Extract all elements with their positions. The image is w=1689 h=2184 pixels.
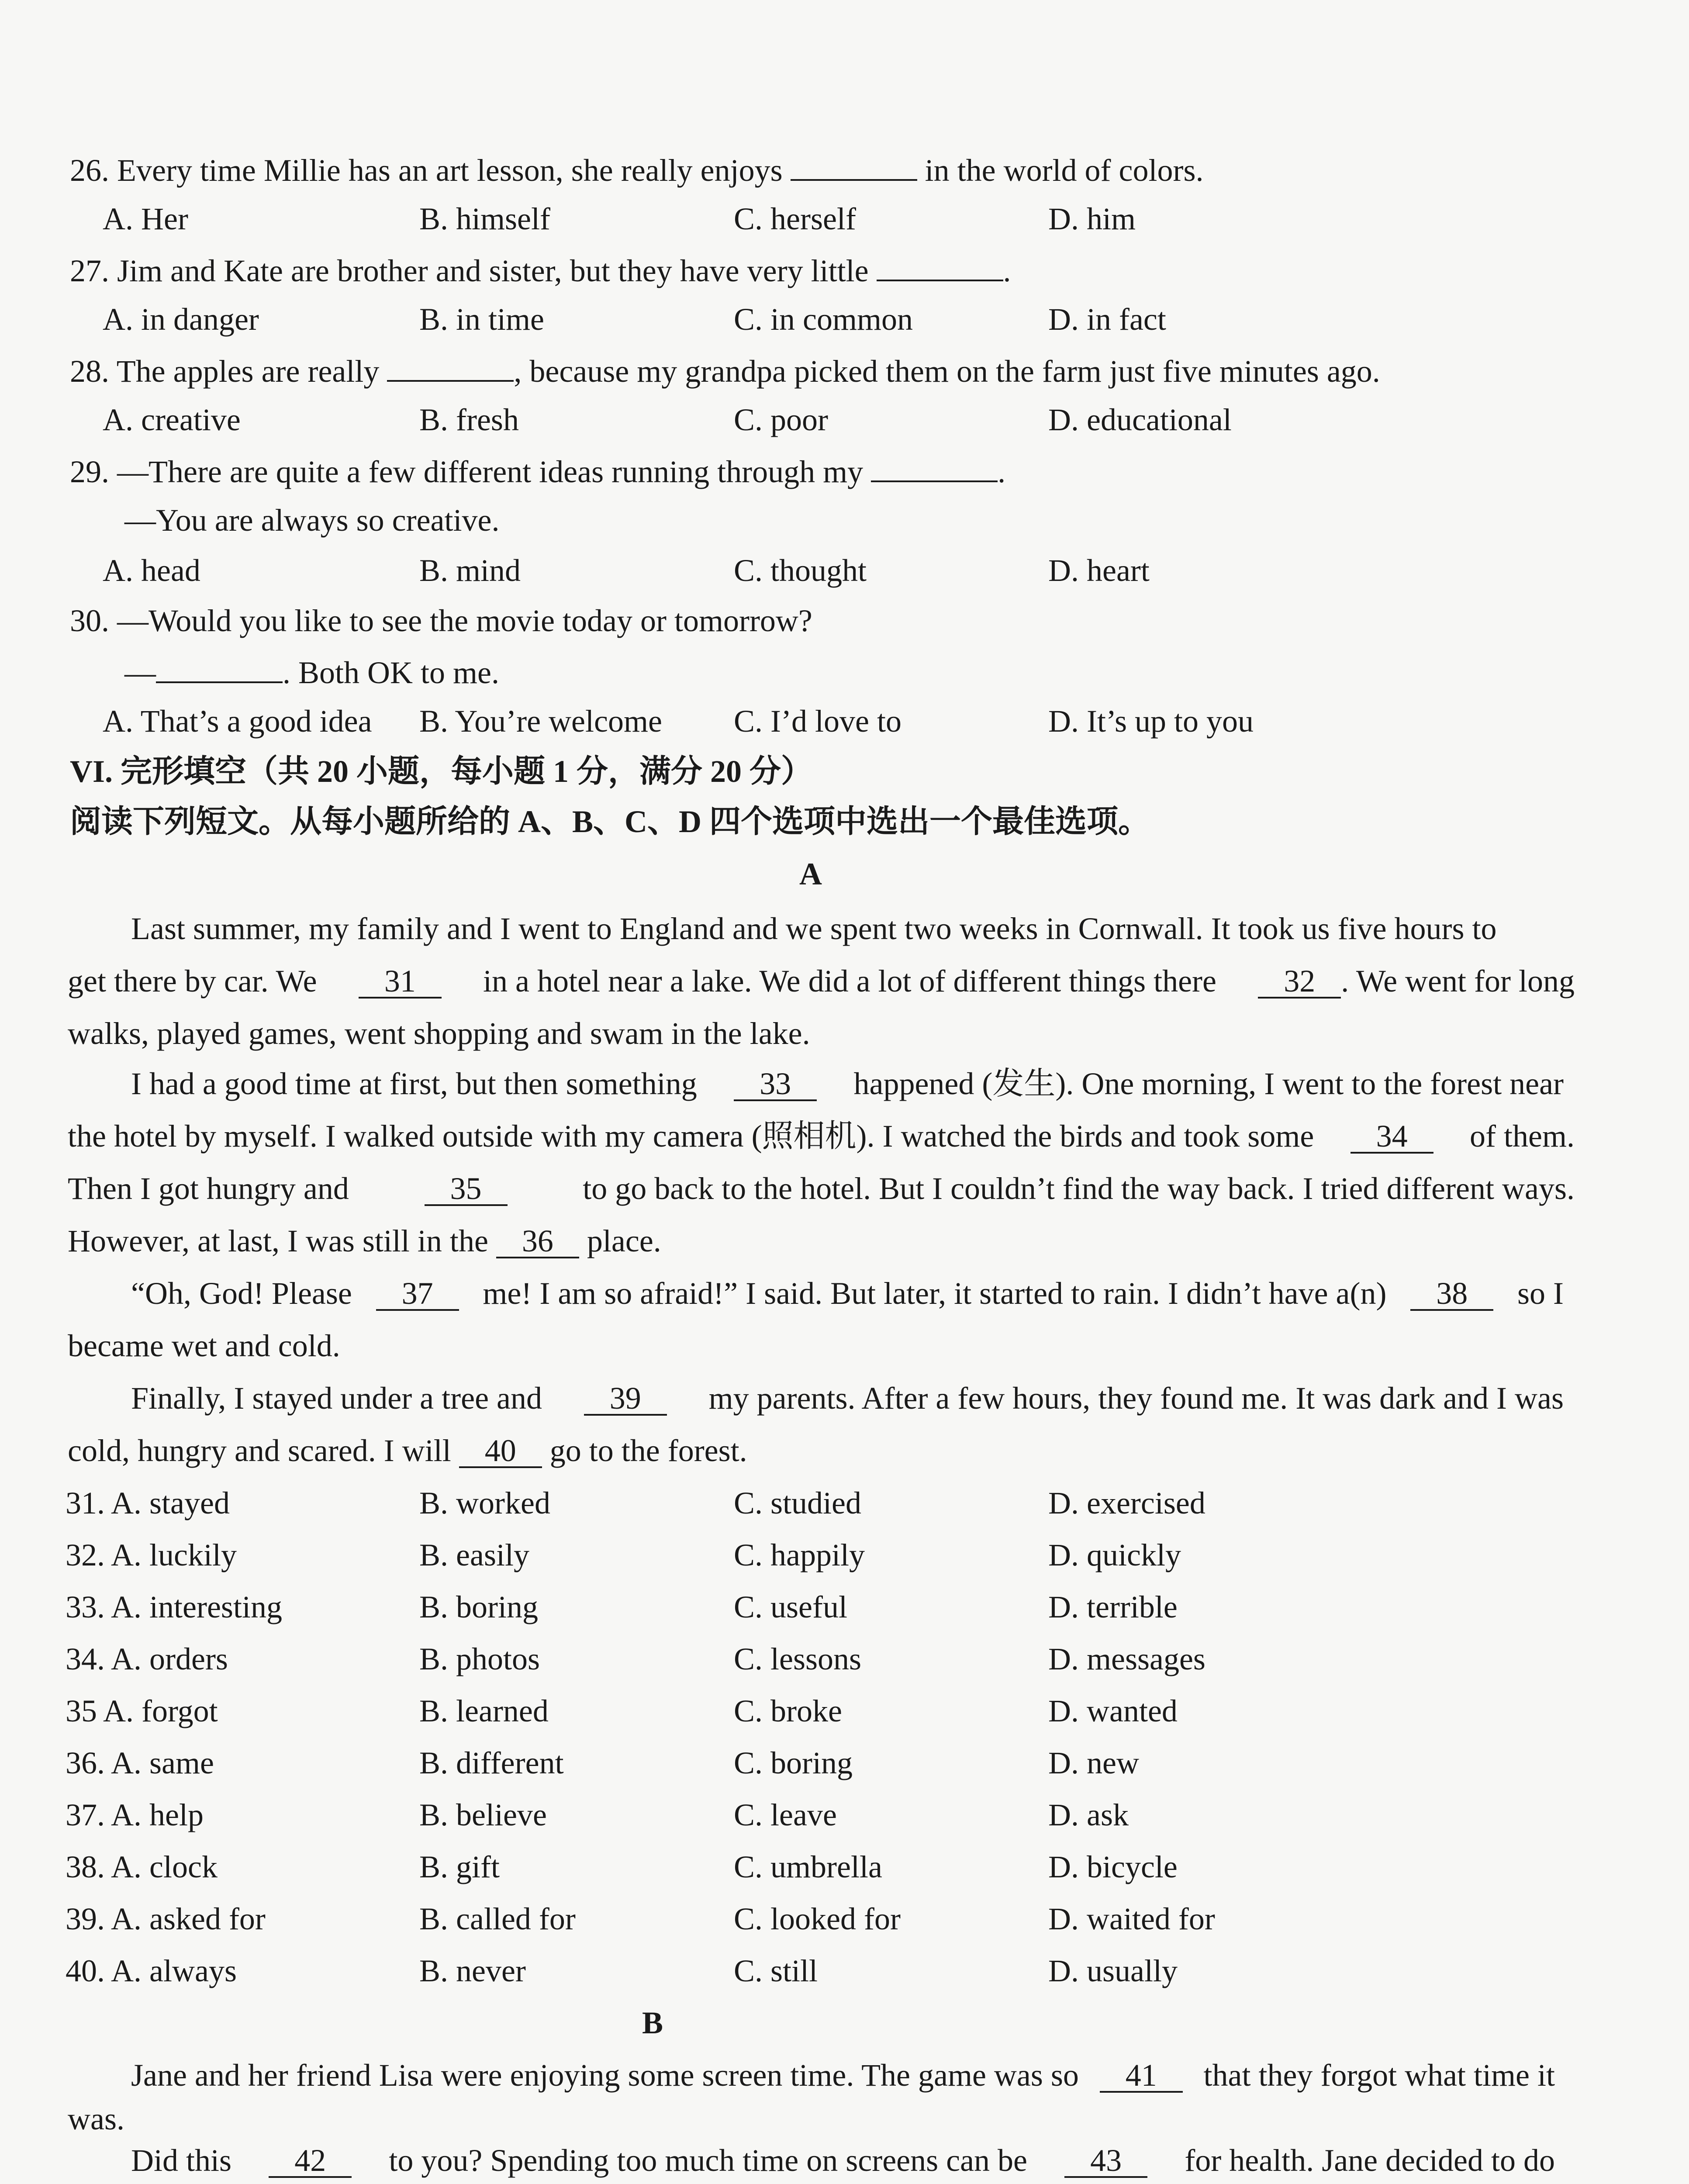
cloze-option: D. new xyxy=(1048,1745,1139,1780)
option-b: B. mind xyxy=(419,553,521,588)
cloze-option: D. ask xyxy=(1048,1797,1129,1832)
option-c: C. thought xyxy=(734,553,867,588)
text: Finally, I stayed under a tree and xyxy=(131,1381,542,1416)
cloze-option: 39. A. asked for xyxy=(66,1901,266,1936)
answer-blank xyxy=(871,454,998,482)
text: in a hotel near a lake. We did a lot of different things there xyxy=(483,964,1216,999)
option-d: D. in fact xyxy=(1048,302,1166,337)
question-number: 26. xyxy=(70,153,109,188)
passage-a-line: became wet and cold. xyxy=(68,1328,340,1363)
cloze-option: D. quickly xyxy=(1048,1538,1181,1572)
cloze-option: 36. A. same xyxy=(66,1745,214,1780)
question-stem-end: . xyxy=(1003,253,1011,288)
answer-blank xyxy=(877,253,1003,281)
answer-blank xyxy=(387,354,514,382)
blank-37: 37 xyxy=(376,1278,459,1311)
cloze-option: D. bicycle xyxy=(1048,1849,1178,1884)
cloze-option: C. boring xyxy=(734,1745,853,1780)
cloze-option: B. different xyxy=(419,1745,564,1780)
dash: — xyxy=(124,655,156,690)
text: Did this xyxy=(131,2143,232,2178)
question-number: 27. xyxy=(70,253,109,288)
cloze-option: 31. A. stayed xyxy=(66,1486,230,1521)
question-27 xyxy=(70,253,1011,287)
option-b: B. You’re welcome xyxy=(419,704,662,739)
question-stem: —Would you like to see the movie today or tomorrow? xyxy=(117,603,812,638)
cloze-option: C. looked for xyxy=(734,1901,901,1936)
option-b: B. in time xyxy=(419,302,544,337)
cloze-option: 38. A. clock xyxy=(66,1849,218,1884)
blank-35: 35 xyxy=(425,1173,508,1206)
question-30 xyxy=(70,605,812,636)
blank-32: 32 xyxy=(1258,965,1341,999)
text: However, at last, I was still in the xyxy=(68,1223,488,1258)
cloze-option: 35 A. forgot xyxy=(66,1693,218,1728)
cloze-option: D. waited for xyxy=(1048,1901,1215,1936)
cloze-option: 37. A. help xyxy=(66,1797,204,1832)
cloze-option: B. never xyxy=(419,1953,526,1988)
answer-blank xyxy=(156,655,283,683)
cloze-option: 33. A. interesting xyxy=(66,1590,282,1624)
text: so I xyxy=(1517,1276,1564,1311)
text: me! I am so afraid!” I said. But later, it started to rain. I didn’t have a(n) xyxy=(483,1276,1387,1311)
question-stem: Jim and Kate are brother and sister, but they have very little xyxy=(117,253,869,288)
option-c: C. herself xyxy=(734,201,856,236)
question-30-reply xyxy=(124,655,499,688)
cloze-option: C. lessons xyxy=(734,1641,862,1676)
text: Jane and her friend Lisa were enjoying some screen time. The game was so xyxy=(131,2058,1079,2093)
blank-42: 42 xyxy=(269,2145,352,2178)
text: to go back to the hotel. But I couldn’t find the way back. I tried different ways. xyxy=(583,1171,1575,1206)
cloze-option: C. broke xyxy=(734,1693,842,1728)
cloze-option: B. boring xyxy=(419,1590,539,1624)
cloze-option: B. gift xyxy=(419,1849,500,1884)
question-number: 29. xyxy=(70,454,109,489)
passage-a-line xyxy=(131,1068,1564,1101)
cloze-option: C. leave xyxy=(734,1797,837,1832)
question-29-reply: —You are always so creative. xyxy=(124,503,500,538)
text: “Oh, God! Please xyxy=(131,1276,352,1311)
cloze-option: C. umbrella xyxy=(734,1849,882,1884)
text: Then I got hungry and xyxy=(68,1171,349,1206)
question-26 xyxy=(70,153,1203,186)
cloze-option: B. learned xyxy=(419,1693,549,1728)
cloze-option: D. terrible xyxy=(1048,1590,1178,1624)
text: cold, hungry and scared. I will xyxy=(68,1433,451,1468)
cloze-option: B. believe xyxy=(419,1797,547,1832)
text: that they forgot what time it xyxy=(1203,2058,1555,2093)
passage-a-line xyxy=(68,1225,661,1258)
cloze-option: B. easily xyxy=(419,1538,529,1572)
question-number: 30. xyxy=(70,603,109,638)
text: place. xyxy=(587,1223,661,1258)
text: to you? Spending too much time on screens can be xyxy=(389,2143,1027,2178)
question-stem: —There are quite a few different ideas running through my xyxy=(117,454,863,489)
cloze-option: B. photos xyxy=(419,1641,540,1676)
cloze-option: D. exercised xyxy=(1048,1486,1205,1521)
blank-34: 34 xyxy=(1351,1120,1433,1154)
option-d: D. It’s up to you xyxy=(1048,704,1254,739)
text: my parents. After a few hours, they found me. It was dark and I was xyxy=(708,1381,1564,1416)
option-c: C. I’d love to xyxy=(734,704,901,739)
question-stem-end: in the world of colors. xyxy=(925,153,1204,188)
text: I had a good time at first, but then something xyxy=(131,1066,697,1101)
section-title: VI. 完形填空（共 20 小题，每小题 1 分，满分 20 分） xyxy=(70,754,813,789)
option-d: D. educational xyxy=(1048,402,1232,437)
option-a: A. That’s a good idea xyxy=(103,704,372,739)
blank-41: 41 xyxy=(1100,2060,1183,2093)
blank-33: 33 xyxy=(734,1068,817,1101)
cloze-option: 40. A. always xyxy=(66,1953,237,1988)
cloze-option: D. wanted xyxy=(1048,1693,1178,1728)
cloze-option: D. messages xyxy=(1048,1641,1205,1676)
text: go to the forest. xyxy=(549,1433,747,1468)
blank-39: 39 xyxy=(584,1382,667,1416)
passage-a-line xyxy=(68,1435,747,1468)
text: for health. Jane decided to do xyxy=(1185,2143,1555,2178)
option-a: A. creative xyxy=(103,402,241,437)
option-b: B. himself xyxy=(419,201,550,236)
passage-a-line xyxy=(68,965,1575,999)
question-stem: Every time Millie has an art lesson, she really enjoys xyxy=(117,153,783,188)
passage-a-line: Last summer, my family and I went to England and we spent two weeks in Cornwall. It took us five hours to xyxy=(131,911,1497,946)
passage-a-line xyxy=(68,1120,1575,1154)
answer-blank xyxy=(791,153,917,181)
question-stem-end: , because my grandpa picked them on the farm just five minutes ago. xyxy=(514,354,1380,389)
blank-31: 31 xyxy=(359,965,442,999)
option-a: A. head xyxy=(103,553,200,588)
cloze-option: C. useful xyxy=(734,1590,847,1624)
cloze-option: 32. A. luckily xyxy=(66,1538,237,1572)
blank-43: 43 xyxy=(1064,2145,1147,2178)
passage-b-line xyxy=(131,2145,1555,2178)
question-28 xyxy=(70,354,1380,387)
option-a: A. in danger xyxy=(103,302,259,337)
cloze-option: D. usually xyxy=(1048,1953,1178,1988)
option-c: C. poor xyxy=(734,402,828,437)
reply-text: . Both OK to me. xyxy=(283,655,499,690)
passage-b-label: B xyxy=(642,2005,663,2040)
question-number: 28. xyxy=(70,354,109,389)
question-stem: The apples are really xyxy=(116,354,380,389)
blank-36: 36 xyxy=(496,1225,579,1258)
option-c: C. in common xyxy=(734,302,913,337)
option-b: B. fresh xyxy=(419,402,519,437)
cloze-option: C. still xyxy=(734,1953,818,1988)
cloze-option: B. worked xyxy=(419,1486,550,1521)
passage-a-label: A xyxy=(799,857,822,892)
passage-a-line: walks, played games, went shopping and swam in the lake. xyxy=(68,1016,810,1051)
question-29 xyxy=(70,454,1005,487)
option-d: D. him xyxy=(1048,201,1136,236)
cloze-option: B. called for xyxy=(419,1901,576,1936)
text: the hotel by myself. I walked outside with my camera (照相机). I watched the birds and took some xyxy=(68,1119,1314,1154)
cloze-option: 34. A. orders xyxy=(66,1641,228,1676)
passage-b-line: was. xyxy=(68,2101,124,2136)
question-stem-end: . xyxy=(998,454,1006,489)
passage-b-line xyxy=(131,2060,1555,2093)
blank-38: 38 xyxy=(1410,1278,1493,1311)
text: . We went for long xyxy=(1341,964,1575,999)
passage-a-line xyxy=(131,1382,1564,1416)
cloze-option: C. happily xyxy=(734,1538,865,1572)
text: get there by car. We xyxy=(68,964,317,999)
passage-a-line xyxy=(131,1278,1564,1311)
option-a: A. Her xyxy=(103,201,188,236)
text: of them. xyxy=(1470,1119,1575,1154)
cloze-option: C. studied xyxy=(734,1486,862,1521)
passage-a-line xyxy=(68,1173,1575,1206)
option-d: D. heart xyxy=(1048,553,1150,588)
section-instruction: 阅读下列短文。从每小题所给的 A、B、C、D 四个选项中选出一个最佳选项。 xyxy=(70,804,1150,839)
blank-40: 40 xyxy=(459,1435,542,1468)
text: happened (发生). One morning, I went to the forest near xyxy=(853,1066,1564,1101)
